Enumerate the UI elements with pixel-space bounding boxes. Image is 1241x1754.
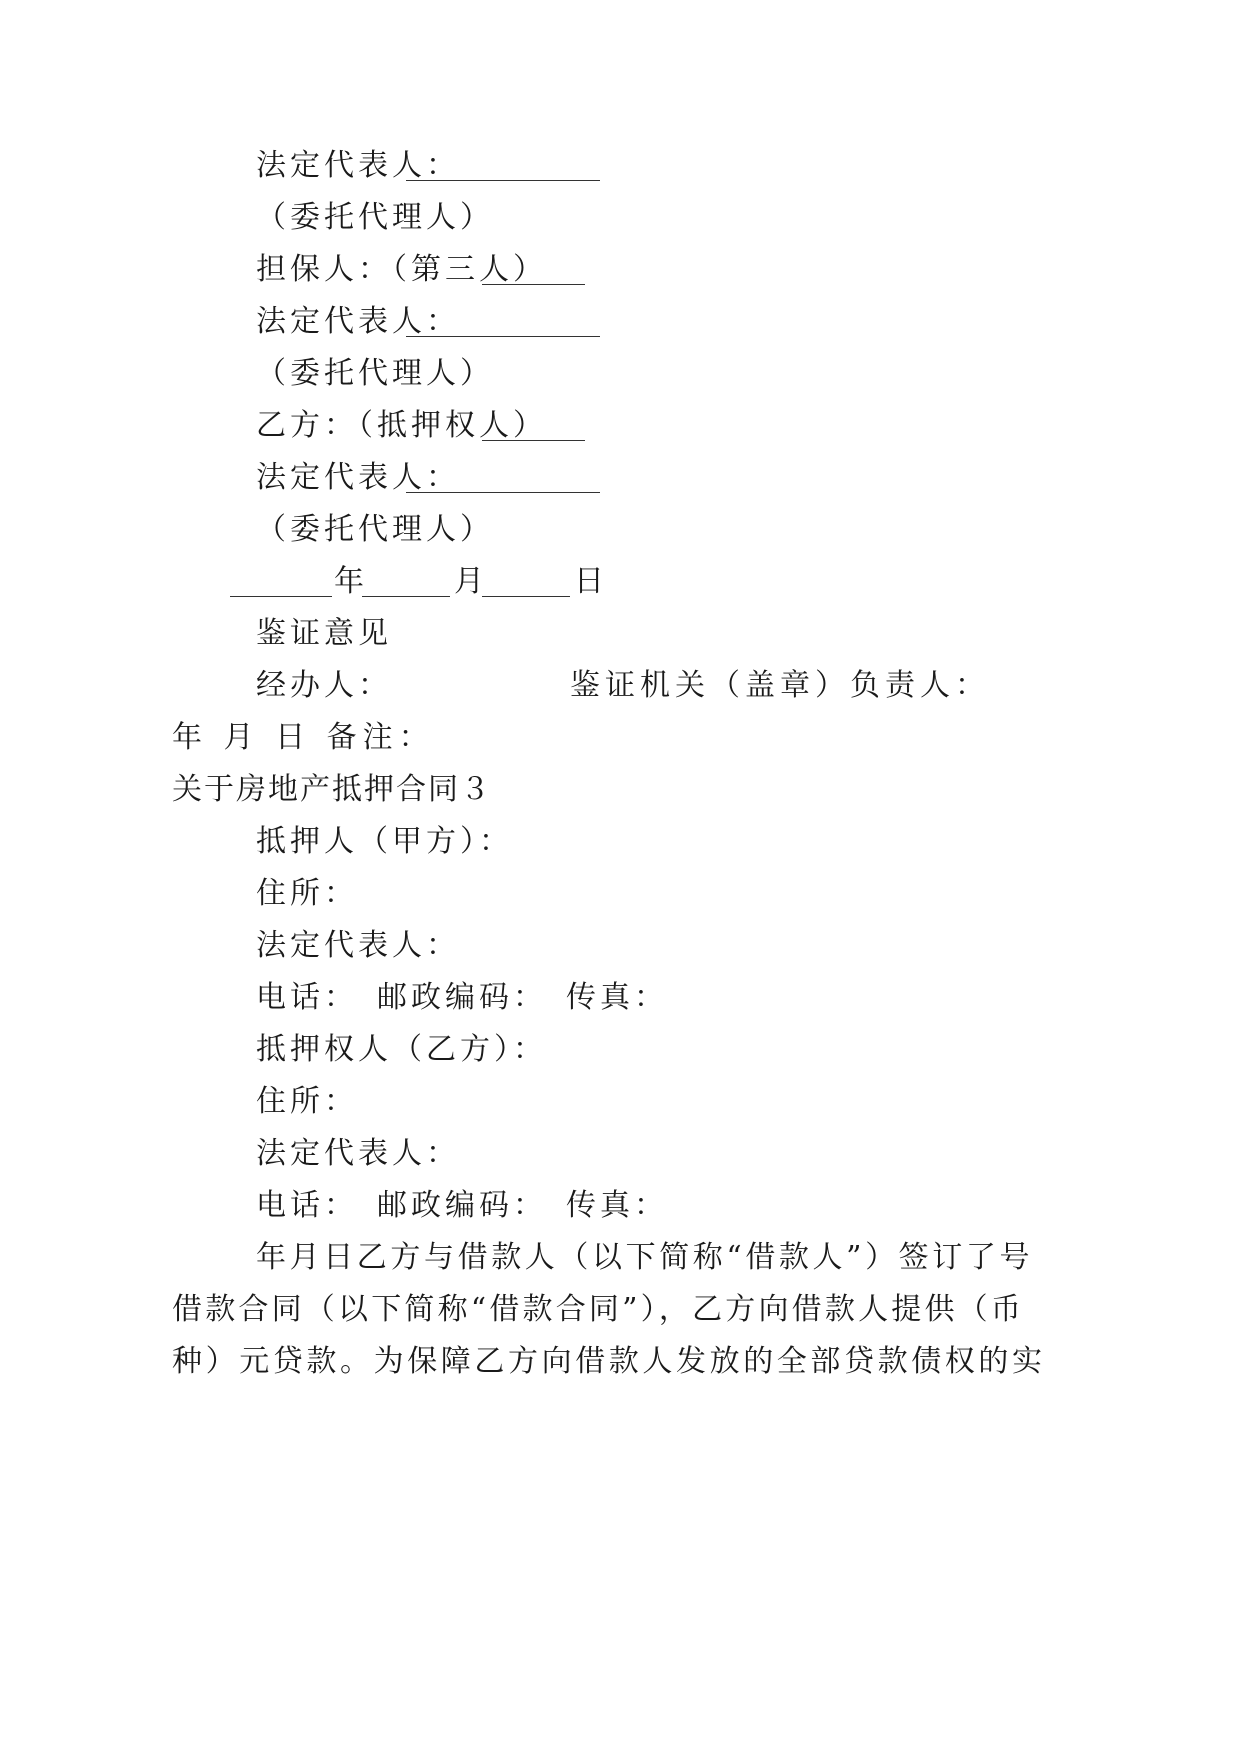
- date-year-label: 年: [334, 564, 368, 599]
- blank-day: [482, 596, 570, 597]
- paragraph-line-3: 种）元贷款。为保障乙方向借款人发放的全部贷款债权的实: [172, 1344, 1046, 1379]
- date-remarks-line: 年 月 日 备注：: [172, 720, 435, 755]
- blank-line-5: [406, 492, 600, 493]
- date-month-label: 月: [454, 564, 488, 599]
- legal-representative-label-4: 法定代表人：: [256, 928, 460, 963]
- paragraph-line-1: 年月日乙方与借款人（以下简称“借款人”）签订了号: [256, 1240, 1034, 1275]
- verification-opinion-heading: 鉴证意见: [256, 616, 392, 651]
- mortgagor-label: 抵押人（甲方）：: [256, 824, 513, 859]
- blank-line-3: [406, 336, 600, 337]
- contact-line-2: 电话： 邮政编码： 传真：: [256, 1188, 668, 1223]
- address-label-1: 住所：: [256, 876, 358, 911]
- section-title: 关于房地产抵押合同３: [172, 772, 492, 807]
- date-day-label: 日: [574, 564, 608, 599]
- blank-line-2: [482, 284, 585, 285]
- agent-label-1: （委托代理人）: [256, 200, 494, 235]
- legal-representative-label-2: 法定代表人：: [256, 304, 460, 339]
- mortgagee-label: 乙方：（抵押权人）: [256, 408, 547, 443]
- legal-representative-label-1: 法定代表人：: [256, 148, 460, 183]
- blank-line-1: [406, 180, 600, 181]
- agent-label-3: （委托代理人）: [256, 512, 494, 547]
- blank-year: [230, 596, 332, 597]
- paragraph-line-2: 借款合同（以下简称“借款合同”），乙方向借款人提供（币: [172, 1292, 1025, 1327]
- blank-line-4: [482, 440, 585, 441]
- legal-representative-label-5: 法定代表人：: [256, 1136, 460, 1171]
- blank-month: [362, 596, 450, 597]
- legal-representative-label-3: 法定代表人：: [256, 460, 460, 495]
- address-label-2: 住所：: [256, 1084, 358, 1119]
- guarantor-label: 担保人：（第三人）: [256, 252, 547, 287]
- handler-label: 经办人：: [256, 668, 392, 703]
- contact-line-1: 电话： 邮政编码： 传真：: [256, 980, 668, 1015]
- verification-authority-label: 鉴证机关（盖章）负责人：: [570, 668, 990, 703]
- agent-label-2: （委托代理人）: [256, 356, 494, 391]
- mortgagee-party-label: 抵押权人（乙方）：: [256, 1032, 547, 1067]
